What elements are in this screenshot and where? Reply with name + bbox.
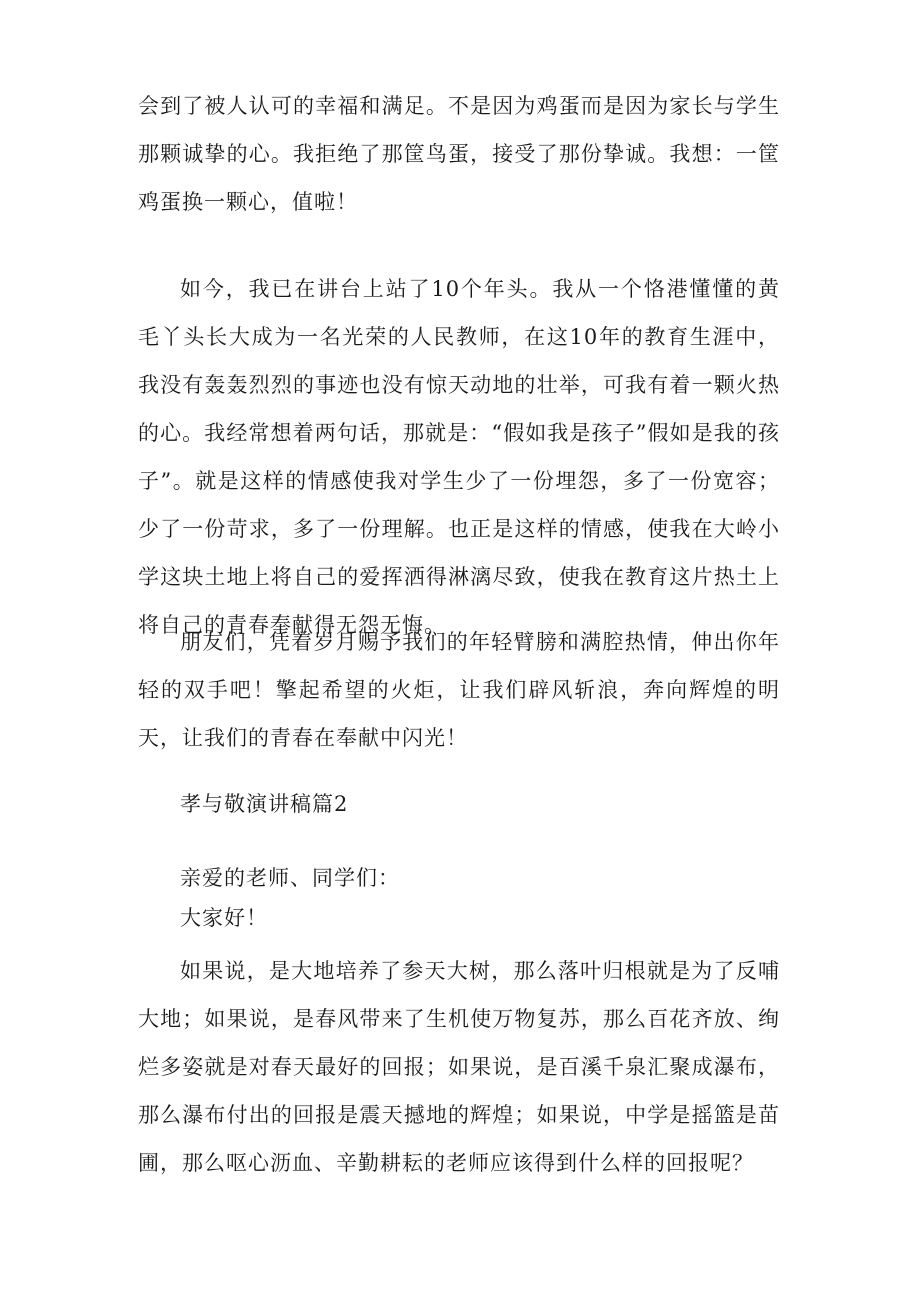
greeting-line: 亲爱的老师、同学们： bbox=[180, 866, 400, 890]
paragraph-if-said: 如果说，是大地培养了参天大树，那么落叶归根就是为了反哺大地；如果说，是春风带来了生机使万物复苏，那么百花齐放、绚烂多姿就是对春天最好的回报；如果说，是百溪千泉汇聚成瀑布，那么瀑布付出的回报是震天撼地的辉煌；如果说，中学是摇篮是苗圃，那么呕心沥血、辛勤耕耘的老师应该得到什么样的回报呢？ bbox=[138, 959, 780, 1175]
paragraph-friends: 朋友们，凭着岁月赐予我们的年轻臂膀和满腔热情，伸出你年轻的双手吧！擎起希望的火炬，让我们辟风斩浪，奔向辉煌的明天，让我们的青春在奉献中闪光！ bbox=[138, 630, 780, 750]
section-heading: 孝与敬演讲稿篇2 bbox=[180, 792, 349, 816]
paragraph-ten-years: 如今，我已在讲台上站了10个年头。我从一个恪港懂懂的黄毛丫头长大成为一名光荣的人民教师，在这10年的教育生涯中，我没有轰轰烈烈的事迹也没有惊天动地的壮举，可我有着一颗火热的心。我经常想着两句话，那就是：“假如我是孩子”假如是我的孩子”。就是这样的情感使我对学生少了一份埋怨，多了一份宽容；少了一份苛求，多了一份理解。也正是这样的情感，使我在大岭小学这块土地上将自己的爱挥洒得淋漓尽致，使我在教育这片热土上将自己的青春奉献得无怨无悔。 bbox=[138, 277, 780, 637]
paragraph-continuation: 会到了被人认可的幸福和满足。不是因为鸡蛋而是因为家长与学生那颗诚挚的心。我拒绝了那筐鸟蛋，接受了那份挚诚。我想：一筐鸡蛋换一颗心，值啦！ bbox=[138, 94, 780, 214]
hello-line: 大家好！ bbox=[180, 906, 268, 930]
